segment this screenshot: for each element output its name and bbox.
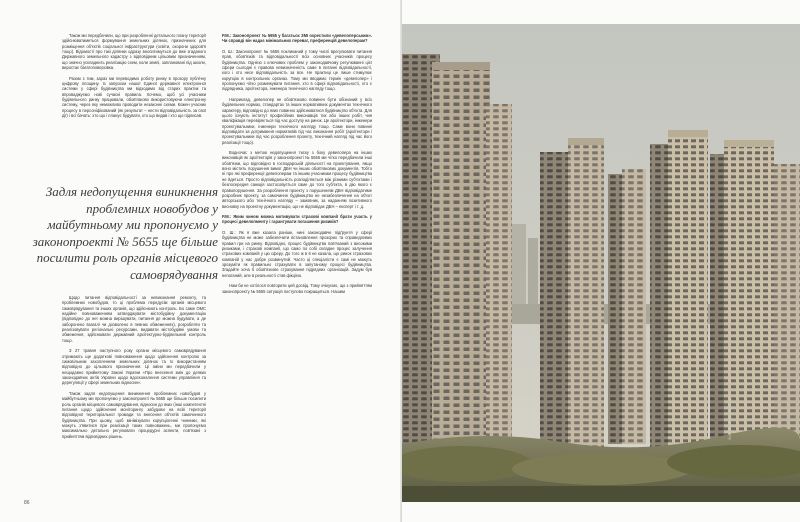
paragraph: Наприклад, девелопер не обов'язково повинен бути обізнаний у всіх будівельних нормах, стандартах та інших нормативних документах технічного характеру, відповідно до яких повинно здійснюватися будівництво об'єкта. Для цього існують інститут професійних виконавців тих або інших робіт, чия кваліфікація перевіряється під час доступу на ринок. Це архітектори, інженери проектувальники, інженери технічного нагляду тощо. Саме вони повинні відповідати за дотримання нормативів під час виконання робіт (архітектори і проектувальники під час розроблення проекту, технічний нагляд під час його реалізації тощо). (222, 96, 372, 145)
photo-credit: Фото: Вал Разумкова/Голуб (728, 396, 732, 440)
text-column-2 (222, 33, 372, 299)
paragraph: Також задля недопущення виникнення проблемних новобудов у майбутньому ми пропонуємо у законопроекті № 5655 ще більше посилити роль органів місцевого самоврядування, відносин до яких (інші компетентні питання щодо здійснення моніторингу забудови на всій території відповідної територіальної громади та внесення об'єктів самочинного будівництва. При цьому, щоб мінімізувати корупціогенні чинники, які можуть з'явитися при реалізації таких повноважень, ми пропонуємо максимально детально регулювати процедурні аспекти, пов'язані з прийняттям відповідних рішень. (62, 390, 206, 439)
interview-question: Р.М.: Законопроект № 5655 у багатьох ЗМІ охрестили «девелоперським». Чи справді він надає мінімальних переваг, преференцій девелоперам? (222, 33, 372, 44)
interview-answer: О. Ш.: Як я вже казала раніше, нині законодавче підґрунтя у сфері будівництва не може забезпечити встановлення прозорих та справедливих правил гри на ринку. Відповідно, процес будівництва пов'язаний з високими ризиками, і страхові компанії, що само по собі складне процес залучення страхових компаній у цю сферу. До того ж в 6 не казала, що ринок страхових компаній у нас добре розвинутий. Часто ці спеціалісти є самі не можуть зрозуміти як правильно страхувати в запутаному процесі будівництва. Згадайте хоча б обов'язкове страхування підрядних організацій. Задум був непоганий, але в реальності став фікцією. (222, 229, 372, 278)
paragraph: Нам би не хотілося повторити цей досвід. Тому очікуємо, що з прийняттям законопроекту № 5655 ситуація поступово покращиться. Нашим (222, 283, 372, 294)
text-column-1-lower (62, 295, 206, 444)
paragraph: Також ми передбачили, що при розробленні детального плану території здійснюватиметься формування земельних ділянок, призначених для розміщення об'єктів соціальної інфраструктури (освіти, охорони здоров'я тощо). Відомості про такі ділянки одразу вноситимуться до вже згаданого Державного земельного кадастру з відповідним цільовим призначенням, що значно ускладнить реалізацію схем, коли землі, заплановані під школи, виростає багатоповерхівка. (62, 33, 206, 71)
paragraph: Разом з тим, зараз ми переводимо роботу ринку в прозору публічну цифрову площину. Із запуском нашої Єдиної державної електронної системи у сфері будівництва ми відходимо від старих практик та впроваджуємо нові сучасні правила. Хочемо, щоб усі учасники будівельного ринку працювали, обов'язково використовуючи електронну систему, через яку неможливо проводити незаконні схеми. Кожен учасник процесу в персоніфікований (як результат – нести відповідальність за свої дії) і всі бачать: хто що і планує будувати, хто що видав і хто що підписав. (62, 75, 206, 118)
paragraph: З 27 травня наступного року органи місцевого самоврядування отримають ще додаткові повноваження щодо здійснення контролю за самовільним захопленням земельних ділянок та їх використанням відповідно до цільового призначення. Ці зміни ми передбачили у нещодавно прийнятому Законі України «Про внесення змін до деяких законодавчих актів України щодо вдосконалення системи управління та дерегуляції у сфері земельних відносин». (62, 348, 206, 386)
interview-answer: О. Ш.: Законопроект № 5655 покликаний у тому числі врегулювати питання прав, обов'язків та відповідальності всіх основних учасників процесу будівництва. Однією з ключових проблем у законодавчому регулюванні цієї сфери сьогодні є правова невизначеність саме в питанні відповідальності, кого і хто несе відповідальність за все. Не практиці це лише стимулює корупцію в контрольних органах. Тому ми вводимо термін «девелопер» і пропонуємо чітко розмежувати питання, хто в сфері відповідальності, хто є підрядника, архітектора, інженера технічного нагляду тощо. (222, 48, 372, 92)
paragraph: Щодо питання відповідальності за невиконання ремонту, та проблемних новобудов, то ці проблема передусім органів місцевого самоврядування та інших органів, що здійснюють контроль. Бо саме ОМС надійне повноваженням затверджувати містобудівну документацію (відповідно до неї можна вирішувати, питання де можна будувати, а де заборонено взагалі чи дозволено в певних обмеженнях), розробляти та реалізовувати регіональні ресурсами, видавати містобудівні умови та обмеження, здійснювати державний архітектурно-будівельний контроль тощо. (62, 295, 206, 343)
paragraph: Водночас з метою недопущення тиску з боку девелопера на інших виконавців як архітекторів у законопроекті № 5655 ми чітко передбачили інші обов'язки, що відповідно в господарській діяльності на проектування, якщо воно містить порушення вимог ДБН чи інших обов'язкових документів. Тобто ні про які преференції девелоперам та іншим учасникам процесу будівництва не йдеться. Просто відповідальність розподіляється між різними суб'єктами і безпосередня санкція застосовується саме до того суб'єкта, в дію якого є правопорушення. За розроблення проекту з порушенням ДБН відповідатиме розробник проекту, за самочинне будівництво не незабезпечення на об'єкт авторського або технічного нагляду – замовник, за наданням позитивного висновку на проектну документацію, що не відповідає ДБН – експерт і т. д. (222, 150, 372, 209)
apartment-towers-photo (402, 24, 800, 502)
text-column-1 (62, 33, 206, 124)
page-number: 86 (24, 500, 30, 506)
pull-quote: Задля недопущення виникнення проблемних новобудов у майбутньому ми пропонуємо у законопроекті № 5655 ще більше посилити роль органів місцевого самоврядування (32, 184, 218, 282)
interview-question: Р.М.: Яким чином можна мотивувати страхові компанії брати участь у процесі девелопменту і гарантувати погашення ризиків? (222, 214, 372, 225)
